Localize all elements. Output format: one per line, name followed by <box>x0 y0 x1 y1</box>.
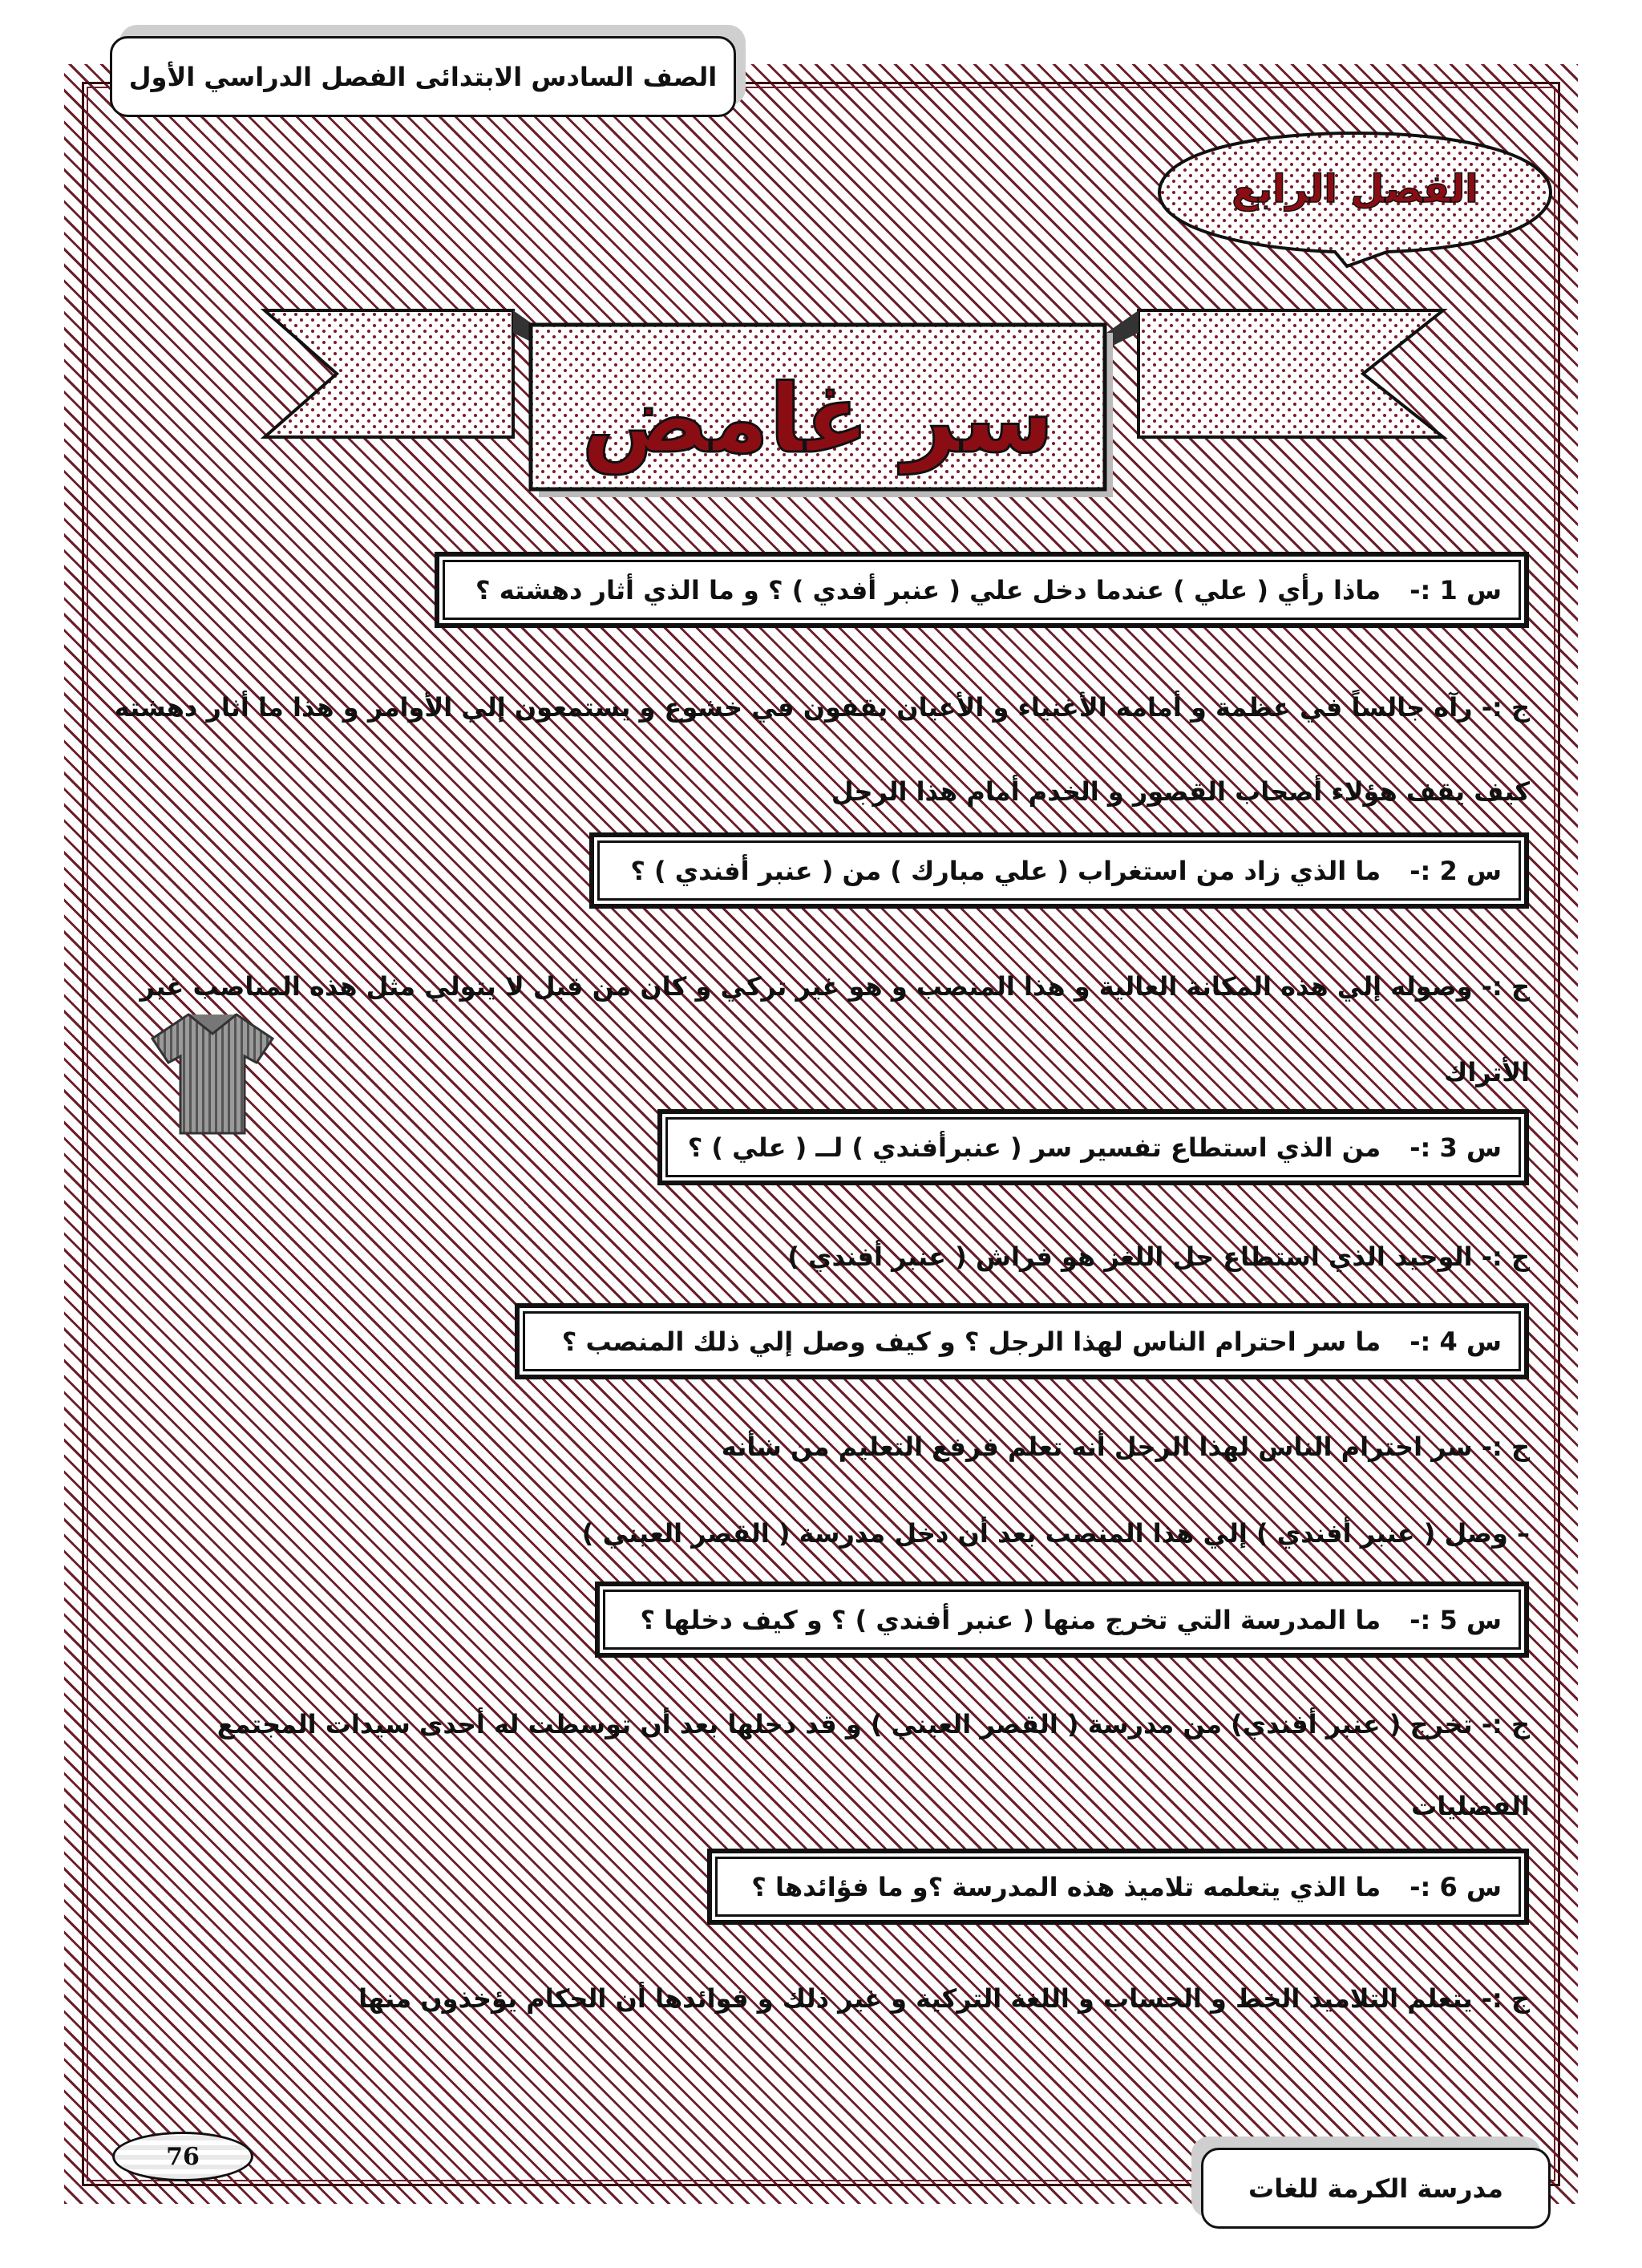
question-box-3 <box>657 1109 1529 1185</box>
shirt-icon <box>144 1006 281 1139</box>
answer-2-line-2: الأتراك <box>1443 1057 1530 1087</box>
grade-header-text: الصف السادس الابتدائى الفصل الدراسي الأول <box>128 61 718 92</box>
answer-1-line-1: ج :- رآه جالساً في عظمة و أمامه الأغنياء و الأعيان يقفون في خشوع و يستمعون إلي الأوامر و هذا ما أثار دهشته <box>114 692 1530 723</box>
answer-1-line-2: كيف يقف هؤلاء أصحاب القصور و الخدم أمام هذا الرجل <box>831 776 1530 807</box>
question-text-5: ما المدرسة التي تخرج منها ( عنبر أفندي ) ؟ و كيف دخلها ؟ <box>640 1604 1381 1635</box>
question-text-4: ما سر احترام الناس لهذا الرجل ؟ و كيف وصل إلي ذلك المنصب ؟ <box>561 1326 1381 1357</box>
answer-6-line-1: ج :- يتعلم التلاميذ الخط و الحساب و اللغة التركية و غير ذلك و فوائدها أن الحكام يؤخذون منها <box>358 1983 1530 2014</box>
question-text-3: من الذي استطاع تفسير سر ( عنبرأفندي ) لــ ( علي ) ؟ <box>687 1132 1381 1163</box>
chapter-bubble <box>1155 128 1555 269</box>
grade-header <box>110 36 736 117</box>
question-number-4: س 4 :- <box>1409 1326 1502 1357</box>
question-number-3: س 3 :- <box>1409 1132 1502 1163</box>
answer-2-line-1: ج :- وصوله إلي هذه المكانة العالية و هذا المنصب و هو غير تركي و كان من قبل لا يتولي مثل هذه المناصب غير <box>140 971 1530 1002</box>
lesson-title: سر غامض <box>581 363 1054 474</box>
answer-5-line-2: الفضليات <box>1411 1791 1530 1821</box>
answer-3-line-1: ج :- الوحيد الذي استطاع حل اللغز هو فراش ( عنبر أفندي ) <box>787 1241 1530 1272</box>
question-number-5: س 5 :- <box>1409 1604 1502 1635</box>
answer-4-line-2: – وصل ( عنبر أفندي ) إلي هذا المنصب بعد أن دخل مدرسة ( القصر العيني ) <box>581 1518 1530 1549</box>
answer-4-line-1: ج :- سر احترام الناس لهذا الرجل أنه تعلم فرفع التعليم من شأنه <box>721 1432 1530 1462</box>
school-name-box <box>1201 2148 1551 2229</box>
chapter-label: الفصل الرابع <box>1232 167 1478 212</box>
question-text-2: ما الذي زاد من استغراب ( علي مبارك ) من ( عنبر أفندي ) ؟ <box>630 855 1381 886</box>
question-box-2 <box>589 832 1529 909</box>
school-name: مدرسة الكرمة للغات <box>1248 2173 1503 2204</box>
question-number-6: س 6 :- <box>1409 1871 1502 1902</box>
question-text-1: ماذا رأي ( علي ) عندما دخل علي ( عنبر أفدي ) ؟ و ما الذي أثار دهشته ؟ <box>475 574 1381 605</box>
question-number-1: س 1 :- <box>1409 574 1502 605</box>
answer-5-line-1: ج :- تخرج ( عنبر أفندي) من مدرسة ( القصر العيني ) و قد دخلها بعد أن توسطت له أحدى سيدات المجتمع <box>216 1709 1530 1739</box>
question-box-4 <box>515 1303 1529 1379</box>
page-number <box>112 2132 253 2181</box>
title-banner <box>192 301 1467 505</box>
question-text-6: ما الذي يتعلمه تلاميذ هذه المدرسة ؟و ما فؤائدها ؟ <box>751 1871 1381 1902</box>
page-number-text: 76 <box>166 2142 200 2171</box>
question-box-1 <box>435 552 1529 628</box>
question-box-6 <box>707 1849 1529 1925</box>
question-box-5 <box>595 1582 1529 1658</box>
question-number-2: س 2 :- <box>1409 855 1502 886</box>
